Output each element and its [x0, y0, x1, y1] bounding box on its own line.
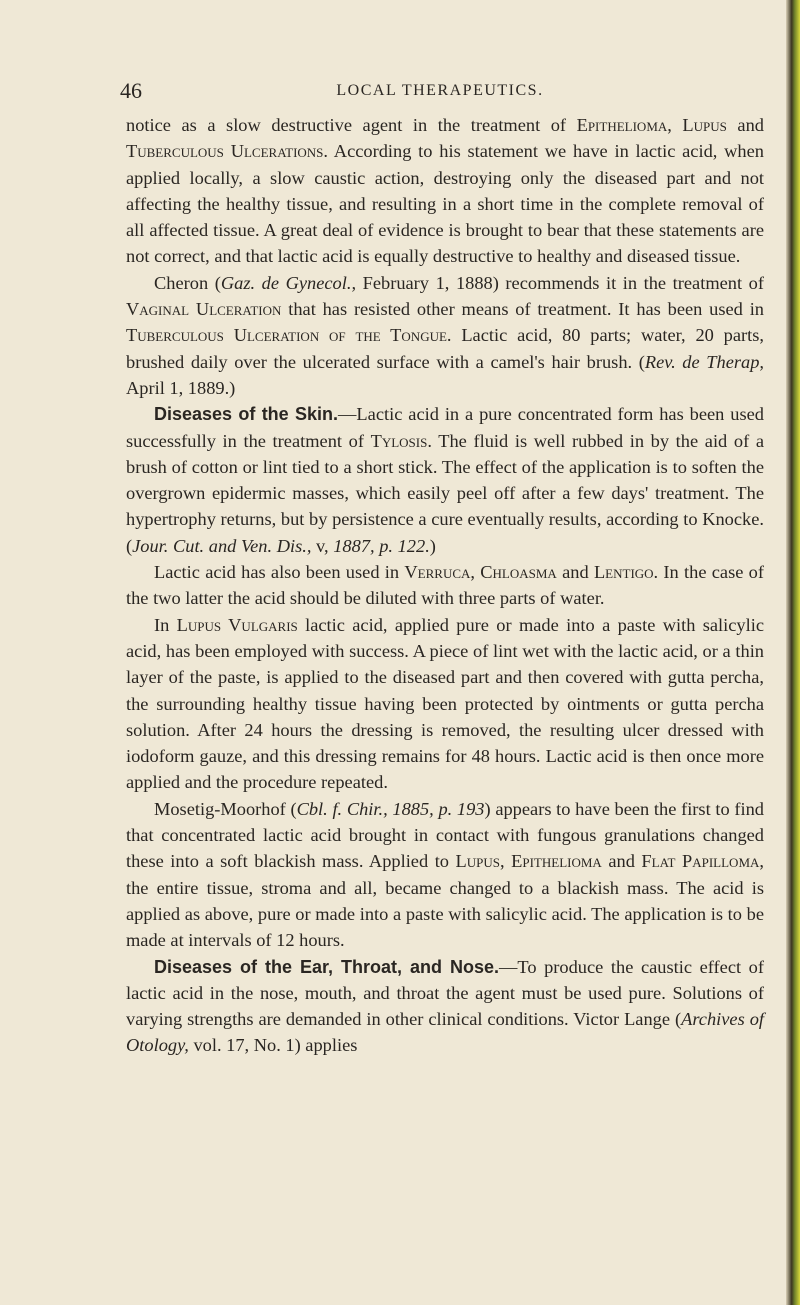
- paragraph-7: Diseases of the Ear, Throat, and Nose.—To produce the caustic effect of lactic acid in the nose, mouth, and throat the agent must be used pure. Solutions of varying strengths are demanded in other clinical conditions. Victor Lange (Archives of Otology, vol. 17, No. 1) applies: [126, 956, 764, 1056]
- paragraph-1: notice as a slow destructive agent in the treatment of Epithelioma, Lupus and Tuberculous Ulcerations. According to his statement we have in lactic acid, when applied locally, a slow caustic action, destroying only the diseased part and not affecting the healthy tissue, and resulting in a short time in the complete removal of all affected tissue. A great deal of evidence is brought to bear that these statements are not correct, and that lactic acid is equally destructive to healthy and diseased tissue.: [126, 115, 764, 267]
- section-heading-ear-throat-nose: Diseases of the Ear, Throat, and Nose.: [154, 956, 499, 977]
- paragraph-3: Diseases of the Skin.—Lactic acid in a pure concentrated form has been used successfully in the treatment of Tylosis. The fluid is well rubbed in by the aid of a brush of cotton or lint tied to a short stick. The effect of the application is to soften the overgrown epidermic masses, which easily peel off after a few days' treatment. The hypertrophy returns, but by persistence a cure eventually results, according to Knocke. (Jour. Cut. and Ven. Dis., v, 1887, p. 122.): [126, 404, 764, 556]
- page-number: 46: [120, 78, 142, 103]
- paragraph-2: Cheron (Gaz. de Gynecol., February 1, 1888) recommends it in the treatment of Vaginal Ulceration that has resisted other means of treatment. It has been used in Tuberculous Ulceration of the Tongue. Lactic acid, 80 parts; water, 20 parts, brushed daily over the ulcerated surface with a camel's hair brush. (Rev. de Therap, April 1, 1889.): [126, 272, 765, 398]
- paragraph-4: Lactic acid has also been used in Verruca, Chloasma and Lentigo. In the case of the two latter the acid should be diluted with three parts of water.: [126, 562, 764, 609]
- page-edge-binding: [786, 0, 800, 1305]
- paragraph-6: Mosetig-Moorhof (Cbl. f. Chir., 1885, p. 193) appears to have been the first to find that concentrated lactic acid brought in contact with fungous granulations changed these into a soft blackish mass. Applied to Lupus, Epithelioma and Flat Papilloma, the entire tissue, stroma and all, became changed to a blackish mass. The acid is applied as above, pure or made into a paste with salicylic acid. The application is to be made at intervals of 12 hours.: [126, 798, 765, 951]
- paragraph-5: In Lupus Vulgaris lactic acid, applied pure or made into a paste with salicylic acid, has been employed with success. A piece of lint wet with the lactic acid, or a thin layer of the paste, is applied to the diseased part and then covered with gutta percha, the surrounding healthy tissue having been protected by ointments or gutta percha solution. After 24 hours the dressing is removed, the resulting ulcer dressed with iodoform gauze, and this dressing remains for 48 hours. Lactic acid is then once more applied and the procedure repeated.: [126, 614, 765, 793]
- running-title: LOCAL THERAPEUTICS.: [336, 82, 544, 99]
- body-text: [126, 112, 764, 1059]
- section-heading-skin: Diseases of the Skin.: [154, 404, 339, 425]
- running-head: [120, 78, 760, 108]
